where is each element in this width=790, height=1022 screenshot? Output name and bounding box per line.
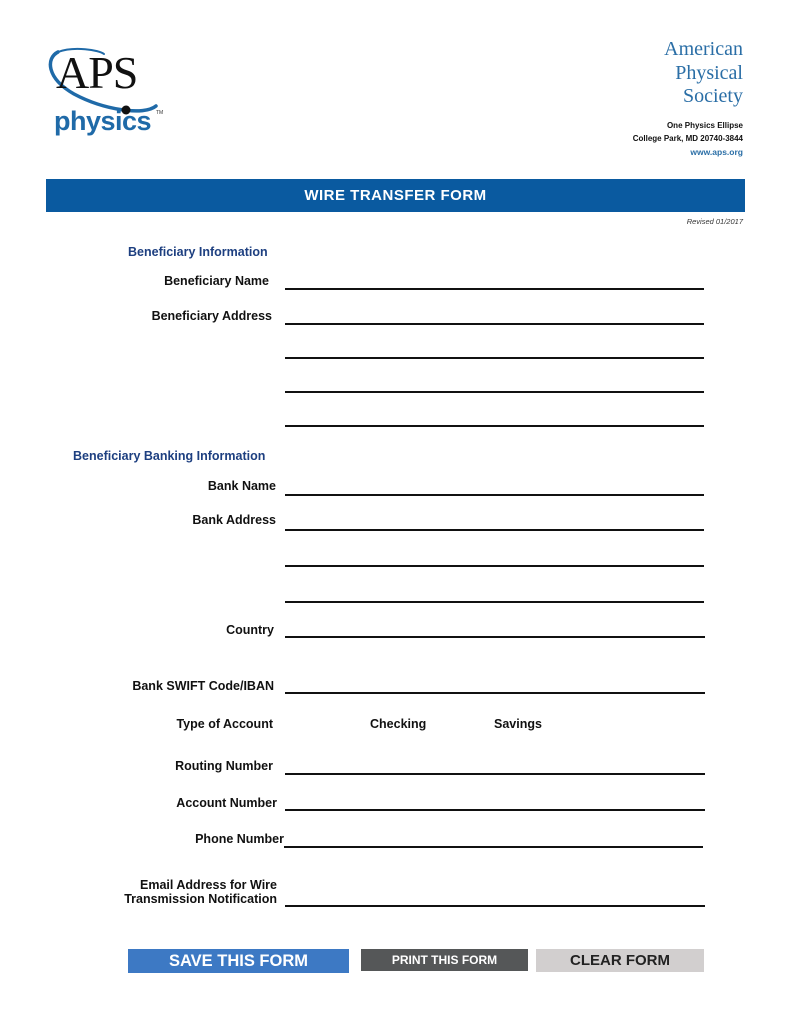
logo-aps-text: APS — [56, 47, 138, 98]
phone-number-field[interactable] — [284, 846, 703, 848]
beneficiary-address-field-line-1[interactable] — [285, 323, 704, 325]
org-address-line-1: One Physics Ellipse — [666, 120, 743, 130]
logo-trademark: TM — [156, 110, 164, 116]
email-notification-label — [124, 878, 277, 906]
beneficiary-address-field-line-4[interactable] — [285, 425, 704, 427]
email-label-line-1: Email Address for Wire — [140, 878, 277, 892]
account-number-field[interactable] — [285, 809, 705, 811]
country-field[interactable] — [285, 636, 705, 638]
phone-number-label: Phone Number — [195, 832, 284, 846]
account-number-label: Account Number — [176, 796, 277, 810]
revised-date: Revised 01/2017 — [686, 217, 743, 226]
account-type-savings-option[interactable]: Savings — [494, 717, 542, 731]
org-name-line-3: Society — [683, 85, 743, 107]
bank-address-label: Bank Address — [192, 513, 276, 527]
beneficiary-name-label: Beneficiary Name — [164, 274, 269, 288]
email-notification-field[interactable] — [285, 905, 705, 907]
org-name-line-2: Physical — [675, 61, 743, 84]
beneficiary-address-field-line-3[interactable] — [285, 391, 704, 393]
bank-address-field-line-1[interactable] — [285, 529, 704, 531]
org-name-line-1: American — [664, 38, 743, 60]
swift-iban-field[interactable] — [285, 692, 705, 694]
routing-number-field[interactable] — [285, 773, 705, 775]
beneficiary-address-label: Beneficiary Address — [151, 309, 272, 323]
form-title: WIRE TRANSFER FORM — [304, 187, 487, 204]
org-website-link[interactable]: www.aps.org — [690, 146, 743, 157]
print-form-button[interactable]: PRINT THIS FORM — [361, 949, 528, 971]
account-type-label: Type of Account — [176, 717, 273, 731]
clear-form-button[interactable]: CLEAR FORM — [536, 949, 704, 972]
aps-physics-logo — [44, 44, 174, 144]
bank-name-field[interactable] — [285, 494, 704, 496]
section-heading-banking: Beneficiary Banking Information — [73, 449, 266, 463]
account-type-checking-option[interactable]: Checking — [370, 717, 427, 731]
organization-block — [633, 38, 743, 159]
bank-address-field-line-3[interactable] — [285, 601, 704, 603]
beneficiary-name-field[interactable] — [285, 288, 704, 290]
routing-number-label: Routing Number — [175, 759, 273, 773]
logo-physics-text: physics — [54, 106, 152, 136]
country-label: Country — [226, 623, 274, 637]
beneficiary-address-field-line-2[interactable] — [285, 357, 704, 359]
org-address-line-2: College Park, MD 20740-3844 — [632, 133, 743, 143]
bank-address-field-line-2[interactable] — [285, 565, 704, 567]
swift-iban-label: Bank SWIFT Code/IBAN — [132, 679, 274, 693]
bank-name-label: Bank Name — [207, 479, 276, 493]
form-title-bar — [46, 179, 745, 212]
email-label-line-2: Transmission Notification — [124, 892, 277, 906]
save-form-button[interactable]: SAVE THIS FORM — [128, 949, 349, 973]
section-heading-beneficiary: Beneficiary Information — [128, 245, 268, 259]
